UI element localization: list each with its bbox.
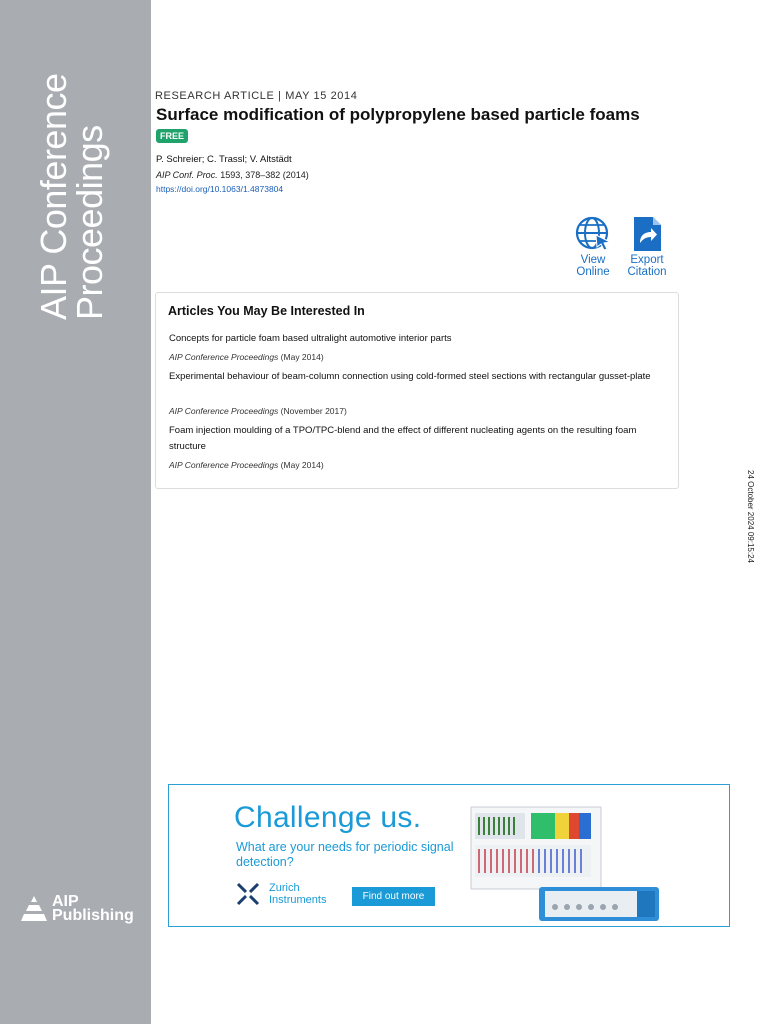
related-article-title-3[interactable]: Foam injection moulding of a TPO/TPC-blend and the effect of different nucleating agents on the resulting foam structure	[169, 425, 637, 452]
journal-sidebar	[0, 0, 151, 1024]
publisher-name-line1: AIP	[52, 893, 79, 910]
journal-title-line1: AIP Conference	[33, 73, 74, 320]
download-timestamp: 24 October 2024 09:15:24	[746, 470, 755, 563]
aip-logo-icon	[18, 893, 50, 925]
export-citation-line2: Citation	[627, 266, 667, 278]
related-article-title-2[interactable]: Experimental behaviour of beam-column connection using cold-formed steel sections with rectangular gusset-plate	[169, 371, 651, 382]
related-article-source-3	[169, 460, 324, 470]
related-article-source-2	[169, 406, 347, 416]
find-out-more-button[interactable]: Find out more	[352, 887, 435, 906]
ad-subline: What are your needs for periodic signal detection?	[236, 840, 454, 869]
related-article-journal-1: AIP Conference Proceedings	[169, 352, 279, 362]
article-title: Surface modification of polypropylene based particle foams	[156, 105, 640, 124]
related-article-date-2: (November 2017)	[278, 406, 347, 416]
export-citation-button[interactable]	[622, 216, 672, 278]
instrument-product-image	[469, 805, 664, 925]
article-citation	[156, 170, 309, 180]
related-articles-panel	[155, 292, 679, 489]
view-online-line2: Online	[576, 266, 610, 278]
publisher-name	[52, 895, 134, 923]
ad-brand-name	[269, 882, 326, 906]
export-citation-line1: Export	[630, 254, 664, 266]
citation-details: 1593, 378–382 (2014)	[217, 170, 309, 180]
journal-title	[33, 50, 110, 320]
related-article-journal-2: AIP Conference Proceedings	[169, 406, 279, 416]
zurich-instruments-logo-icon	[235, 881, 261, 907]
advertisement-banner[interactable]	[168, 784, 730, 927]
ad-brand-line2: Instruments	[269, 894, 327, 906]
related-articles-heading: Articles You May Be Interested In	[168, 304, 365, 318]
article-type-date: RESEARCH ARTICLE | MAY 15 2014	[155, 90, 358, 102]
doi-link[interactable]: https://doi.org/10.1063/1.4873804	[156, 184, 284, 194]
ad-brand	[235, 881, 326, 907]
export-document-icon	[632, 216, 662, 252]
related-article-title-1[interactable]: Concepts for particle foam based ultralight automotive interior parts	[169, 333, 452, 344]
ad-headline: Challenge us.	[234, 801, 422, 834]
publisher-name-line2: Publishing	[52, 907, 134, 924]
related-article-date-1: (May 2014)	[278, 352, 324, 362]
related-article-date-3: (May 2014)	[278, 460, 324, 470]
free-access-badge: FREE	[156, 129, 188, 143]
article-authors: P. Schreier; C. Trassl; V. Altstädt	[156, 154, 292, 165]
view-online-button[interactable]	[570, 216, 616, 278]
citation-journal: AIP Conf. Proc.	[156, 170, 218, 180]
related-article-journal-3: AIP Conference Proceedings	[169, 460, 279, 470]
related-article-source-1	[169, 352, 324, 362]
ad-brand-line1: Zurich	[269, 882, 300, 894]
globe-cursor-icon	[574, 216, 612, 252]
view-online-line1: View	[580, 254, 606, 266]
journal-title-line2: Proceedings	[69, 125, 110, 320]
publisher-logo	[18, 893, 134, 925]
